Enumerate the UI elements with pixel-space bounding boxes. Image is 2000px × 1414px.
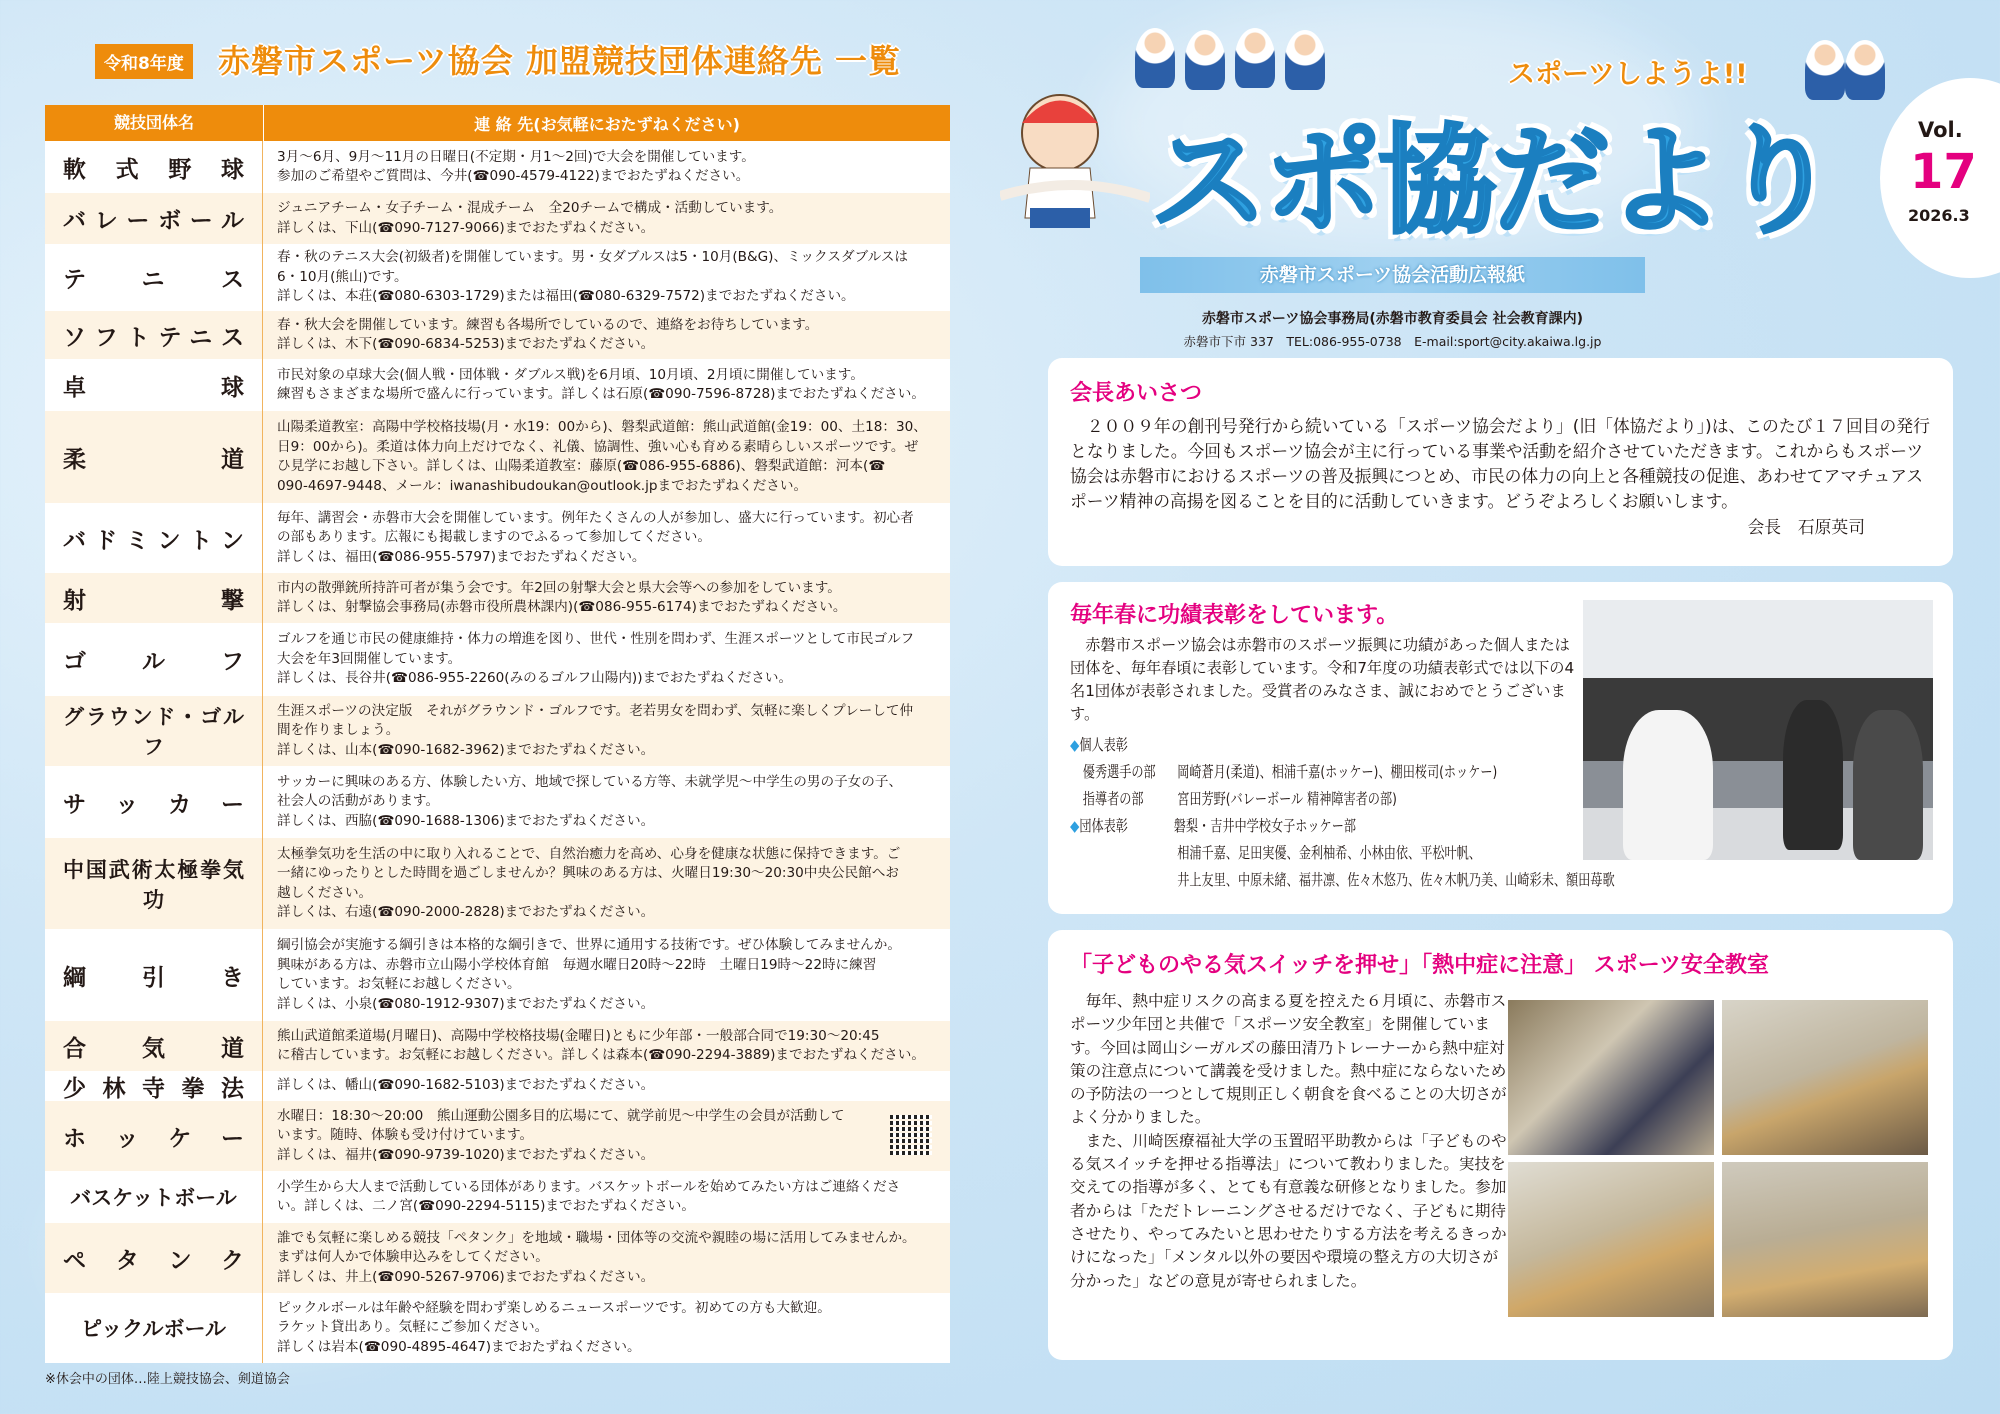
subtitle-banner: 赤磐市スポーツ協会活動広報紙 xyxy=(1140,257,1645,293)
sport-name-cell xyxy=(45,1101,263,1171)
contact-cell xyxy=(263,1021,950,1071)
contact-cell xyxy=(263,929,950,1021)
contact-line: 詳しくは、福井(☎090-9739-1020)までおたずねください。 xyxy=(277,1146,655,1163)
contact-line: 詳しくは、長谷井(☎086-955-2260(みのるゴルフ山陽内))までおたずねください。 xyxy=(277,670,793,687)
contact-cell xyxy=(263,244,950,311)
greeting-card xyxy=(1048,358,1953,566)
contact-line: まずは何人かで体験申込みをしてください。 xyxy=(277,1249,549,1266)
qr-code[interactable] xyxy=(890,1113,932,1155)
office-name: 赤磐市スポーツ協会事務局(赤磐市教育委員会 社会教育課内) xyxy=(1201,311,1584,327)
contact-line: 山陽柔道教室：高陽中学校格技場(月・水19：00から)、磐梨武道館：熊山武道館(金19：00、土18：30、 xyxy=(277,419,927,435)
contact-table xyxy=(45,105,950,1363)
sport-name: 合気道 xyxy=(63,1035,244,1062)
award-title: 毎年春に功績表彰をしています。 xyxy=(1070,603,1399,628)
table-row xyxy=(45,623,950,696)
sport-name: ホッケー xyxy=(63,1125,244,1152)
child-illustration xyxy=(1135,28,1175,88)
table-row xyxy=(45,929,950,1021)
contact-line: ひ見学にお越し下さい。詳しくは、山陽柔道教室：藤原(☎086-955-6886)、磐梨武道館：河本(☎ xyxy=(277,458,886,474)
table-row xyxy=(45,1101,950,1171)
running-child-illustration xyxy=(1000,78,1150,248)
table-row xyxy=(45,1071,950,1101)
contact-line: 詳しくは、幡山(☎090-1682-5103)までおたずねください。 xyxy=(277,1077,655,1094)
table-row xyxy=(45,696,950,766)
volume-number: 17 xyxy=(1910,144,1977,200)
safety-title: 「子どものやる気スイッチを押せ」「熱中症に注意」 スポーツ安全教室 xyxy=(1070,953,1769,978)
contact-line: 詳しくは、射撃協会事務局(赤磐市役所農林課内)(☎086-955-6174)までおたずねください。 xyxy=(277,599,847,615)
sport-name-cell xyxy=(45,623,263,696)
contact-line: 6・10月(熊山)です。 xyxy=(277,268,408,285)
table-header xyxy=(45,105,950,141)
table-row xyxy=(45,573,950,623)
contact-line: 誰でも気軽に楽しめる競技「ペタンク」を地域・職場・団体等の交流や親睦の場に活用してみませんか。 xyxy=(277,1229,916,1246)
sport-name: サッカー xyxy=(63,791,244,818)
contact-line: 太極拳気功を生活の中に取り入れることで、自然治癒力を高め、心身を健康な状態に保持できます。ご xyxy=(277,845,901,862)
table-row xyxy=(45,141,950,193)
contact-line: 詳しくは、福田(☎086-955-5797)までおたずねください。 xyxy=(277,548,646,565)
contact-line: 市内の散弾銃所持許可者が集う会です。年2回の射撃大会と県大会等への参加をしています。 xyxy=(277,579,841,596)
contact-cell xyxy=(263,573,950,623)
safety-paragraph: 毎年、熱中症リスクの高まる夏を控えた６月頃に、赤磐市スポーツ少年団と共催で「スポーツ安全教室」を開催しています。今回は岡山シーガルズの藤田清乃トレーナーから熱中症対策の注意点について講義を受けました。熱中症にならないための予防法の一つとして規則正しく朝食を食べることの大切さがよく分かりました。 xyxy=(1070,992,1507,1127)
table-row xyxy=(45,1021,950,1071)
contact-line: 詳しくは、西脇(☎090-1688-1306)までおたずねください。 xyxy=(277,812,655,829)
column-header-contact: 連 絡 先(お気軽におたずねください) xyxy=(474,114,740,134)
individual-heading: 個人表彰 xyxy=(1079,736,1128,754)
greeting-body: ２００９年の創刊号発行から続いている「スポーツ協会だより」(旧「体協だより」)は、このたび１７回目の発行となりました。今回もスポーツ協会が主に行っている事業や活動を紹介させていただきます。これからもスポーツ協会は赤磐市におけるスポーツの普及振興につとめ、市民の体力の向上と各種競技の促進、あわせてアマチュアスポーツ精神の高揚を図ることを目的に活動していきます。どうぞよろしくお願いします。 xyxy=(1070,416,1930,511)
contact-line: 詳しくは、山本(☎090-1682-3962)までおたずねください。 xyxy=(277,741,655,758)
table-row xyxy=(45,244,950,311)
office-address: 赤磐市下市 337 TEL:086-955-0738 E-mail:sport@city.akaiwa.lg.jp xyxy=(1183,334,1602,349)
contact-line: 大会を年3回開催しています。 xyxy=(277,650,462,667)
contact-line: 詳しくは、木下(☎090-6834-5253)までおたずねください。 xyxy=(277,336,655,352)
contact-line: 3月～6月、9月～11月の日曜日(不定期・月1～2回)で大会を開催しています。 xyxy=(277,148,755,165)
contact-cell xyxy=(263,838,950,929)
sport-name-cell xyxy=(45,696,263,766)
table-row xyxy=(45,311,950,359)
table-row xyxy=(45,838,950,929)
contact-line: 詳しくは、下山(☎090-7127-9066)までおたずねください。 xyxy=(277,219,655,236)
excellent-value: 岡崎蒼月(柔道)、相浦千嘉(ホッケー)、棚田桜司(ホッケー) xyxy=(1177,763,1498,781)
column-header-name: 競技団体名 xyxy=(45,105,264,141)
contact-line: 生涯スポーツの決定版 それがグラウンド・ゴルフです。老若男女を問わず、気軽に楽しくプレーして仲 xyxy=(277,702,914,719)
newsletter-logo: スポ協だより xyxy=(1150,112,1835,250)
table-row xyxy=(45,1223,950,1293)
contact-line: 毎年、講習会・赤磐市大会を開催しています。例年たくさんの人が参加し、盛大に行っています。初心者 xyxy=(277,509,914,526)
contact-cell xyxy=(263,1293,950,1363)
sport-name: 少林寺拳法 xyxy=(63,1075,244,1102)
award-body: 赤磐市スポーツ協会は赤磐市のスポーツ振興に功績があった個人または団体を、毎年春頃に表彰しています。令和7年度の功績表彰式では以下の4名1団体が表彰されました。受賞者のみなさま、誠におめでとうございます。 xyxy=(1070,636,1575,723)
safety-paragraph: また、川崎医療福祉大学の玉置昭平助教からは「子どものやる気スイッチを押せる指導法」について教わりました。実技を交えての指導が多く、とても有意義な研修となりました。参加者からは「ただトレーニングさせるだけでなく、子どもに期待させたり、やってみたいと思わせたりする方法を考えるきっかけになった」「メンタル以外の要因や環境の整え方の大切さが分かった」などの意見が寄せられました。 xyxy=(1070,1131,1507,1290)
diamond-bullet-icon: ◆ xyxy=(1070,736,1080,754)
sport-name: テニス xyxy=(63,267,244,293)
person-figure xyxy=(1783,700,1843,850)
contact-line: 熊山武道館柔道場(月曜日)、高陽中学校格技場(金曜日)ともに少年部・一般部合同で19:30～20:45 xyxy=(277,1027,880,1044)
contact-line: 春・秋大会を開催しています。練習も各場所でしているので、連絡をお待ちしています。 xyxy=(277,316,819,333)
sport-name-cell xyxy=(45,1021,263,1071)
table-row xyxy=(45,193,950,244)
contact-line: 詳しくは、右遠(☎090-2000-2828)までおたずねください。 xyxy=(277,904,655,920)
coach-label: 指導者の部 xyxy=(1082,790,1144,808)
greeting-title: 会長あいさつ xyxy=(1070,381,1203,406)
person-figure xyxy=(1623,710,1713,860)
contact-cell xyxy=(263,623,950,696)
sport-name-cell xyxy=(45,929,263,1021)
sport-name-cell xyxy=(45,1293,263,1363)
contact-line: ラケット貸出あり。気軽にご参加ください。 xyxy=(277,1319,549,1336)
table-row xyxy=(45,1171,950,1223)
contact-cell xyxy=(263,1101,950,1171)
table-row xyxy=(45,359,950,411)
sport-name: 射撃 xyxy=(63,587,244,614)
award-list xyxy=(1070,732,1615,894)
diamond-bullet-icon: ◆ xyxy=(1070,817,1080,835)
members-line: 相浦千嘉、足田実優、金利柚希、小林由依、平松叶帆、 xyxy=(1177,844,1481,862)
person-figure xyxy=(1853,710,1923,860)
gym-activity-photo xyxy=(1722,1162,1928,1317)
sport-name: グラウンド・ゴルフ xyxy=(63,705,244,759)
contact-line: の部もあります。広報にも掲載しますのでふるって参加してください。 xyxy=(277,529,711,546)
sport-name: バレーボール xyxy=(63,208,244,234)
child-illustration xyxy=(1185,30,1225,90)
sport-name: ピックルボール xyxy=(80,1317,227,1341)
contact-line: 練習もさまざまな場所で盛んに行っています。詳しくは石原(☎090-7596-8728)までおたずねください。 xyxy=(277,386,925,402)
contact-line: 一緒にゆったりとした時間を過ごしませんか？興味のある方は、火曜日19:30～20:30中央公民館へお xyxy=(277,865,899,881)
contact-cell xyxy=(263,1071,950,1101)
sport-name-cell xyxy=(45,838,263,929)
sport-name-cell xyxy=(45,244,263,311)
contact-line: 水曜日：18:30～20:00 熊山運動公園多目的広場にて、就学前児～中学生の会員が活動して xyxy=(277,1107,845,1124)
sport-name: バスケットボール xyxy=(70,1186,237,1210)
contact-line: 詳しくは岩本(☎090-4895-4647)までおたずねください。 xyxy=(277,1338,641,1355)
contact-line: 綱引協会が実施する綱引きは本格的な綱引きで、世界に通用する技術です。ぜひ体験してみませんか。 xyxy=(277,937,901,953)
contact-cell xyxy=(263,359,950,411)
sport-name: ソフトテニス xyxy=(63,324,244,351)
child-illustration xyxy=(1235,28,1275,88)
group-value: 磐梨・吉井中学校女子ホッケー部 xyxy=(1173,817,1356,835)
sport-name-cell xyxy=(45,359,263,411)
contact-line: 社会人の活動があります。 xyxy=(277,793,440,810)
sport-name-cell xyxy=(45,573,263,623)
contact-line: に稽古しています。お気軽にお越しください。詳しくは森本(☎090-2294-3889)までおたずねください。 xyxy=(277,1047,925,1063)
excellent-label: 優秀選手の部 xyxy=(1082,763,1156,781)
contact-line: 興味がある方は、赤磐市立山陽小学校体育館 毎週水曜日20時～22時 土曜日19時～22時に練習 xyxy=(277,956,877,973)
safety-body xyxy=(1070,990,1510,1293)
sport-name-cell xyxy=(45,193,263,244)
contact-cell xyxy=(263,311,950,359)
sport-name-cell xyxy=(45,1223,263,1293)
contact-line: 間を作りましょう。 xyxy=(277,722,400,739)
contact-line: い。詳しくは、二ノ宮(☎090-2294-5115)までおたずねください。 xyxy=(277,1198,695,1214)
sport-name-cell xyxy=(45,1171,263,1223)
contact-cell xyxy=(263,696,950,766)
sport-name: 柔道 xyxy=(63,446,244,473)
contact-cell xyxy=(263,503,950,573)
contact-line: サッカーに興味のある方、体験したい方、地域で探している方等、未就学児～中学生の男の子女の子、 xyxy=(277,773,903,790)
sport-name: 中国武術太極拳気功 xyxy=(63,857,244,912)
contact-line: ピックルボールは年齢や経験を問わず楽しめるニュースポーツです。初めての方も大歓迎。 xyxy=(277,1299,831,1316)
table-row xyxy=(45,1293,950,1363)
issue-date: 2026.3 xyxy=(1908,206,1970,225)
members-line: 井上友里、中原未緒、福井凛、佐々木悠乃、佐々木帆乃美、山崎彩未、額田苺歌 xyxy=(1177,871,1615,889)
contact-line: 詳しくは、井上(☎090-5267-9706)までおたずねください。 xyxy=(277,1268,655,1285)
contact-line: 詳しくは、本荘(☎080-6303-1729)または福田(☎080-6329-7572)までおたずねください。 xyxy=(277,288,855,305)
sport-name-cell xyxy=(45,1071,263,1101)
sport-name-cell xyxy=(45,766,263,838)
contact-line: しています。お気軽にお越しください。 xyxy=(277,976,521,992)
contact-line: 越しください。 xyxy=(277,884,373,901)
lecture-photo xyxy=(1508,1000,1714,1155)
table-row xyxy=(45,411,950,503)
contact-cell xyxy=(263,193,950,244)
contact-cell xyxy=(263,411,950,503)
footnote: ※休会中の団体…陸上競技協会、剣道協会 xyxy=(45,1372,290,1387)
table-row xyxy=(45,766,950,838)
table-row xyxy=(45,503,950,573)
sport-name: ペタンク xyxy=(63,1247,244,1274)
volume-label: Vol. xyxy=(1918,118,1963,142)
gym-activity-photo xyxy=(1508,1162,1714,1317)
sport-name: バドミントン xyxy=(63,527,244,554)
cheer-text: スポーツしようよ!! xyxy=(1508,59,1748,90)
contact-line: います。随時、体験も受け付けています。 xyxy=(277,1127,534,1144)
contact-line: 詳しくは、小泉(☎080-1912-9307)までおたずねください。 xyxy=(277,995,655,1012)
greeting-signature: 会長 石原英司 xyxy=(1747,517,1865,537)
contact-line: ゴルフを通じ市民の健康維持・体力の増進を図り、世代・性別を問わず、生涯スポーツとして市民ゴルフ xyxy=(277,631,915,648)
sport-name: 軟式野球 xyxy=(63,156,244,183)
sport-name: ゴルフ xyxy=(63,649,244,675)
contact-line: 090-4697-9448、メール：iwanashibudoukan@outlook.jpまでおたずねください。 xyxy=(277,477,808,494)
page-title: 赤磐市スポーツ協会 加盟競技団体連絡先 一覧 xyxy=(218,42,902,80)
contact-cell xyxy=(263,141,950,193)
sport-name: 卓球 xyxy=(63,374,244,401)
contact-line: 日9：00から)。柔道は体力向上だけでなく、礼儀、協調性、強い心も育める素晴らしいスポーツです。ぜ xyxy=(277,438,919,455)
sport-name-cell xyxy=(45,311,263,359)
table-body xyxy=(45,141,950,1363)
contact-line: 参加のご希望やご質問は、今井(☎090-4579-4122)までおたずねください。 xyxy=(277,168,750,184)
coach-value: 宮田芳野(バレーボール 精神障害者の部) xyxy=(1177,790,1397,808)
contact-cell xyxy=(263,1171,950,1223)
contact-line: 小学生から大人まで活動している団体があります。バスケットボールを始めてみたい方はご連絡くださ xyxy=(277,1178,901,1195)
sport-name: 綱引き xyxy=(63,964,244,991)
contact-line: ジュニアチーム・女子チーム・混成チーム 全20チームで構成・活動しています。 xyxy=(277,200,783,216)
award-group-photo xyxy=(1583,600,1933,860)
sport-name-cell xyxy=(45,141,263,193)
contact-line: 春・秋のテニス大会(初級者)を開催しています。男・女ダブルスは5・10月(B&G)、ミックスダブルスは xyxy=(277,249,909,266)
child-illustration xyxy=(1845,40,1885,100)
group-heading: 団体表彰 xyxy=(1079,817,1128,835)
contact-cell xyxy=(263,1223,950,1293)
gym-activity-photo xyxy=(1722,1000,1928,1155)
sport-name-cell xyxy=(45,503,263,573)
contact-cell xyxy=(263,766,950,838)
child-illustration xyxy=(1285,30,1325,90)
contact-line: 市民対象の卓球大会(個人戦・団体戦・ダブルス戦)を6月頃、10月頃、2月頃に開催しています。 xyxy=(277,366,864,383)
sport-name-cell xyxy=(45,411,263,503)
year-badge: 令和8年度 xyxy=(95,44,193,79)
